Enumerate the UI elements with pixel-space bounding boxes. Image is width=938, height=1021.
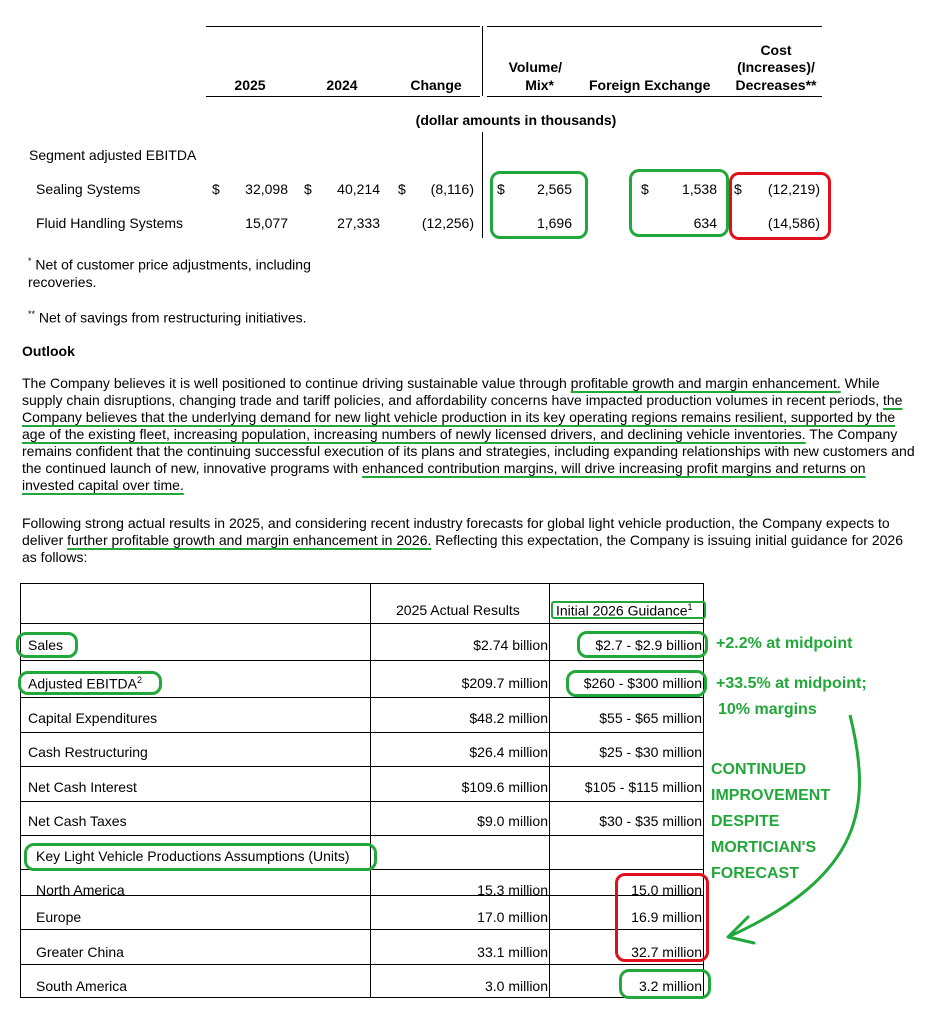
header-volume-mix-line2: Mix* — [525, 77, 554, 93]
actual-value: 3.0 million — [484, 978, 548, 994]
assumptions-label: Key Light Vehicle Productions Assumptions (Units) — [36, 848, 350, 864]
outlook-p2-highlight-1: further profitable growth and margin enhancement in 2026. — [67, 532, 432, 548]
region-label: North America — [36, 882, 125, 898]
value-2025: 32,098 — [245, 181, 288, 197]
callout-line: DESPITE — [711, 813, 780, 830]
ebitda-guidance-highlight-box — [566, 670, 707, 697]
header-underline-right — [487, 96, 822, 97]
row-separator — [20, 964, 704, 965]
row-label: Net Cash Interest — [28, 779, 137, 795]
row-label: Cash Restructuring — [28, 744, 148, 760]
header-change: Change — [410, 77, 462, 93]
sales-guidance-highlight-box — [577, 631, 708, 658]
column-header-guidance-text: Initial 2026 Guidance — [556, 602, 688, 619]
currency-symbol: $ — [212, 181, 220, 197]
row-label-text: Adjusted EBITDA — [28, 675, 137, 692]
currency-symbol: $ — [304, 181, 312, 197]
footnote-2-mark: ** — [28, 309, 36, 319]
row-label: Sealing Systems — [36, 181, 141, 197]
value-2024: 40,214 — [337, 181, 380, 197]
footnote-1-mark: * — [28, 256, 32, 266]
guidance-value: $105 - $115 million — [584, 779, 702, 795]
guidance-table-top-border — [20, 583, 704, 584]
top-rule-left — [206, 26, 480, 27]
guidance-value: 15.0 million — [631, 882, 702, 898]
guidance-table-col-divider-2 — [549, 583, 550, 998]
value-2024: 27,333 — [337, 215, 380, 231]
outlook-p1-text-c: The Company remains confident that the continuing successful execution of its plans and strategies, including expanding relationships with new customers and the continued launch of new, innovative programs with — [22, 426, 915, 476]
column-divider-top — [482, 26, 483, 96]
ebitda-label-highlight-box — [18, 671, 162, 695]
value-foreign-exchange: 634 — [693, 215, 717, 231]
outlook-p1-highlight-3: enhanced contribution margins, will drive increasing profit margins and returns on invested capital over time. — [22, 460, 866, 493]
sales-label-highlight-box — [16, 632, 78, 658]
row-label: Sales — [28, 637, 64, 653]
volume-mix-highlight-box — [490, 171, 588, 239]
actual-value: $9.0 million — [477, 813, 548, 829]
row-label: Capital Expenditures — [28, 710, 158, 726]
currency-symbol: $ — [398, 181, 406, 197]
footnote-2 — [28, 309, 307, 326]
row-label: Fluid Handling Systems — [36, 215, 184, 231]
foreign-exchange-highlight-box — [629, 169, 729, 237]
row-separator — [20, 835, 704, 836]
outlook-p2-text-b: Reflecting this expectation, the Company is issuing initial guidance for 2026 as follows: — [22, 532, 903, 565]
header-underline-left — [206, 96, 480, 97]
currency-symbol: $ — [497, 181, 505, 197]
sales-growth-note: +2.2% at midpoint — [716, 635, 853, 652]
row-separator — [20, 801, 704, 802]
outlook-p2-text-a: Following strong actual results in 2025, and considering recent industry forecasts for global light vehicle production, the Company expects to deliver — [22, 515, 890, 548]
footnote-1 — [28, 253, 311, 291]
header-volume-mix-line1: Volume/ — [508, 59, 562, 75]
footnote-1-text-line2: recoveries. — [28, 273, 97, 290]
guidance-value: $260 - $300 million — [583, 675, 702, 691]
guidance-value: 32.7 million — [631, 944, 702, 960]
outlook-paragraph-2 — [22, 515, 918, 566]
cost-highlight-box — [729, 172, 831, 240]
guidance-value: $2.7 - $2.9 billion — [595, 637, 702, 653]
value-change: (8,116) — [430, 181, 474, 197]
guidance-value: 3.2 million — [638, 978, 702, 994]
value-volume-mix: 2,565 — [536, 181, 572, 197]
column-header-actual: 2025 Actual Results — [396, 602, 520, 618]
guidance-value: $55 - $65 million — [599, 710, 702, 726]
callout-line: FORECAST — [711, 865, 799, 882]
row-separator — [20, 623, 704, 624]
ebitda-growth-note-line2: 10% margins — [718, 701, 817, 718]
curved-arrow-icon — [700, 705, 880, 955]
actual-value: $2.74 billion — [473, 637, 548, 653]
region-label: Europe — [36, 909, 82, 925]
actual-value: $48.2 million — [469, 710, 548, 726]
top-rule-right — [487, 26, 822, 27]
value-cost: (14,586) — [767, 215, 820, 231]
row-separator — [20, 732, 704, 733]
segment-group-label: Segment adjusted EBITDA — [29, 147, 197, 163]
outlook-p1-highlight-1: profitable growth and margin enhancement. — [570, 375, 841, 391]
header-cost-line2: (Increases)/ — [737, 59, 815, 75]
assumptions-label-highlight-box — [24, 843, 377, 871]
guidance-table-col-divider-1 — [370, 583, 371, 998]
actual-value: 17.0 million — [477, 909, 548, 925]
column-divider-bottom — [482, 132, 483, 238]
outlook-heading: Outlook — [22, 343, 75, 359]
header-cost-line3: Decreases** — [735, 77, 817, 93]
south-america-highlight-box — [619, 969, 711, 999]
outlook-p1-text-b: While supply chain disruptions, changing trade and tariff policies, and affordability concerns have impacted production volumes in recent periods, — [22, 375, 883, 408]
row-separator — [20, 697, 704, 698]
row-separator — [20, 929, 704, 930]
guidance-value: 16.9 million — [631, 909, 702, 925]
value-foreign-exchange: 1,538 — [681, 181, 717, 197]
region-label: South America — [36, 978, 128, 994]
actual-value: 33.1 million — [477, 944, 548, 960]
guidance-value: $25 - $30 million — [599, 744, 702, 760]
row-label-sup: 2 — [136, 675, 142, 685]
guidance-table-bottom-border — [20, 997, 704, 998]
row-label: Net Cash Taxes — [28, 813, 127, 829]
row-separator — [20, 660, 704, 661]
outlook-p1-text-a: The Company believes it is well positioned to continue driving sustainable value through — [22, 375, 571, 391]
currency-symbol: $ — [734, 181, 742, 197]
actual-value: $109.6 million — [461, 779, 548, 795]
actual-value: $26.4 million — [469, 744, 548, 760]
value-2025: 15,077 — [245, 215, 288, 231]
header-cost-line1: Cost — [760, 42, 792, 58]
callout-line: MORTICIAN'S — [711, 839, 817, 856]
column-header-guidance-sup: 1 — [687, 602, 693, 612]
region-label: Greater China — [36, 944, 124, 960]
currency-symbol: $ — [641, 181, 649, 197]
regions-decline-highlight-box — [615, 873, 709, 962]
header-foreign-exchange: Foreign Exchange — [589, 77, 711, 93]
footnote-2-text: Net of savings from restructuring initiatives. — [38, 309, 307, 326]
outlook-p1-highlight-2: the Company believes that the underlying demand for new light vehicle production in its key operating regions remains resilient, supported by the age of the existing fleet, increasing population, increasing numbers of newly licensed drivers, and declining vehicle inventories. — [22, 392, 903, 442]
ebitda-growth-note-line1: +33.5% at midpoint; — [716, 675, 867, 692]
row-separator — [20, 766, 704, 767]
guidance-value: $30 - $35 million — [599, 813, 702, 829]
callout-line: IMPROVEMENT — [711, 787, 831, 804]
header-2024: 2024 — [326, 77, 358, 93]
outlook-paragraph-1 — [22, 375, 918, 494]
units-note: (dollar amounts in thousands) — [415, 112, 617, 128]
actual-value: 15.3 million — [477, 882, 548, 898]
header-2025: 2025 — [234, 77, 266, 93]
footnote-1-text-line1: Net of customer price adjustments, including — [35, 256, 311, 273]
value-change: (12,256) — [421, 215, 474, 231]
actual-value: $209.7 million — [461, 675, 548, 691]
guidance-header-underline — [551, 601, 706, 619]
value-volume-mix: 1,696 — [536, 215, 572, 231]
value-cost: (12,219) — [767, 181, 820, 197]
callout-line: CONTINUED — [711, 761, 807, 778]
